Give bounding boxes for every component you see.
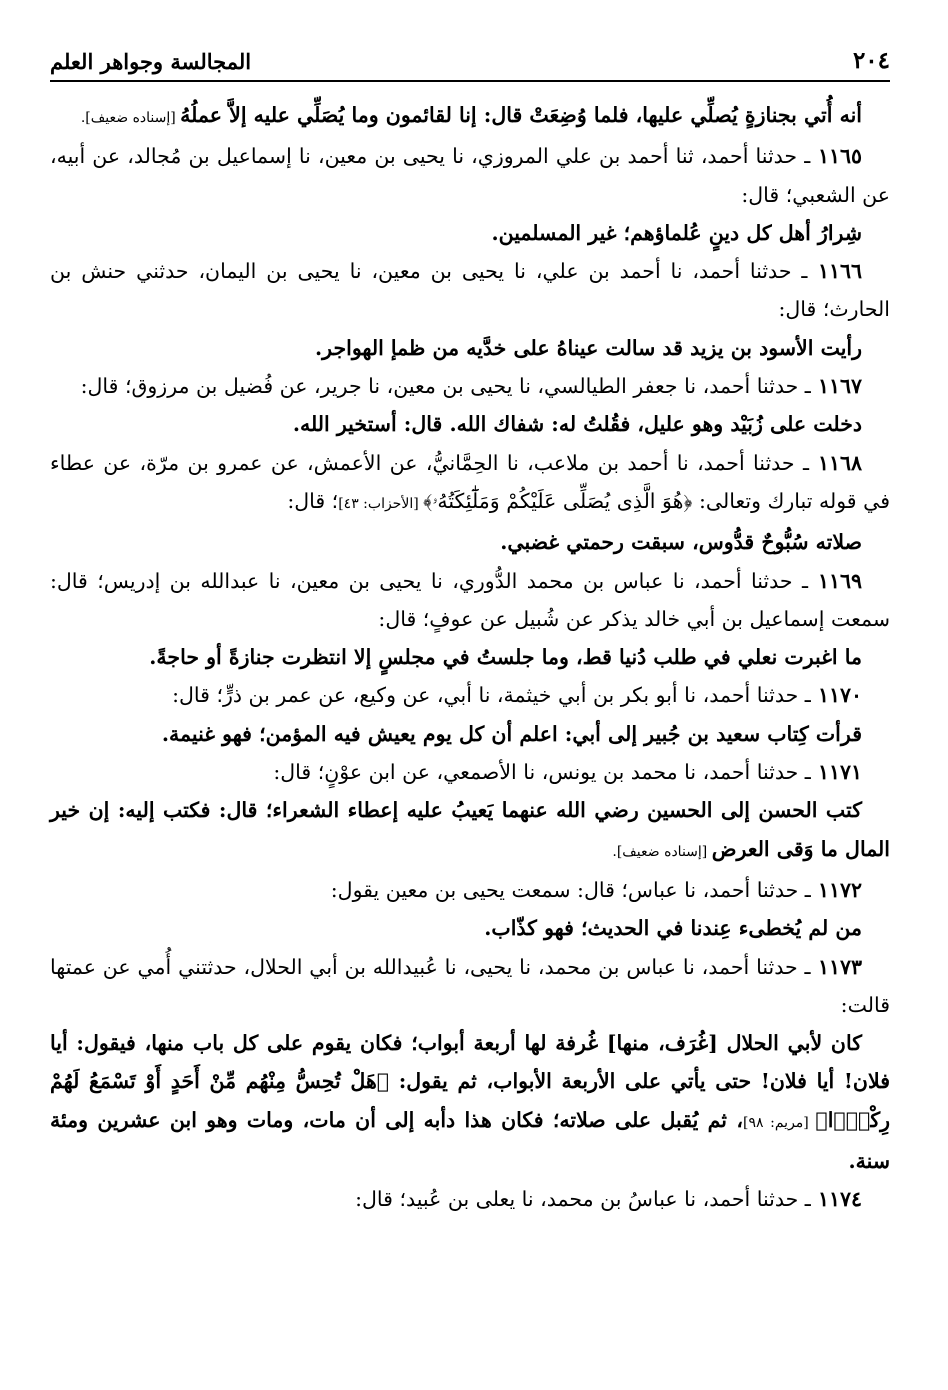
paragraph-text: ـ حدثنا أحمد، نا عباس بن محمد، نا يحيى، نا عُبيدالله بن أبي الحلال، حدثتني أُمي عن عمتها قالت:	[50, 954, 890, 1017]
hadith-number: ١١٦٥	[810, 144, 862, 169]
paragraph-text: ـ حدثنا أحمد، نا أحمد بن ملاعب، نا الحِمَّانيُّ، عن الأعمش، عن عمرو بن مرّة، عن عطاء في قوله تبارك وتعالى: ﴿هُوَ الَّذِى يُصَلِّى عَلَيْكُمْ وَمَلَٰٓئِكَتُهُۥ﴾	[50, 450, 890, 513]
saying-paragraph	[50, 214, 890, 252]
isnad-paragraph	[50, 444, 890, 524]
saying-paragraph	[50, 909, 890, 947]
reference-note: [مريم: ٩٨]	[742, 1114, 816, 1131]
hadith-number: ١١٧٠	[810, 683, 862, 708]
paragraph-text: كتب الحسن إلى الحسين رضي الله عنهما يَعيبُ عليه إعطاء الشعراء؛ قال: فكتب إليه: إن خير المال ما وَقى العرض	[50, 798, 890, 861]
paragraph-text: ـ حدثنا أحمد، ثنا أحمد بن علي المروزي، نا يحيى بن معين، نا إسماعيل بن مُجالد، عن أبيه، عن الشعبي؛ قال:	[50, 144, 890, 207]
hadith-number: ١١٧٣	[810, 954, 862, 979]
paragraph-text: قرأت كِتاب سعيد بن جُبير إلى أبي: اعلم أن كل يوم يعيش فيه المؤمن؛ فهو غنيمة.	[161, 721, 862, 746]
isnad-paragraph	[50, 753, 890, 791]
saying-paragraph	[50, 791, 890, 871]
hadith-number: ١١٦٧	[810, 374, 862, 399]
isnad-paragraph	[50, 562, 890, 639]
isnad-paragraph	[50, 367, 890, 405]
paragraph-text: ـ حدثنا أحمد، نا أحمد بن علي، نا يحيى بن معين، نا يحيى بن اليمان، حدثني حنش بن الحارث؛ قال:	[50, 259, 890, 322]
paragraph-text: من لم يُخطىء عِندنا في الحديث؛ فهو كذّاب.	[484, 916, 862, 941]
hadith-number: ١١٦٩	[807, 568, 862, 593]
paragraph-text: ـ حدثنا أحمد، نا محمد بن يونس، نا الأصمعي، عن ابن عوْنٍ؛ قال:	[273, 760, 811, 785]
page-header	[50, 40, 890, 82]
hadith-number: ١١٦٨	[808, 450, 862, 475]
saying-paragraph	[50, 405, 890, 443]
saying-paragraph	[50, 715, 890, 753]
saying-paragraph	[50, 523, 890, 561]
saying-paragraph	[50, 96, 890, 137]
hadith-number: ١١٦٦	[807, 259, 862, 284]
paragraph-text: ـ حدثنا أحمد، نا عباس؛ قال: سمعت يحيى بن معين يقول:	[330, 877, 811, 902]
hadith-number: ١١٧١	[810, 760, 862, 785]
paragraph-text: صلاته سُبُّوحٌ قدُّوس، سبقت رحمتي غضبي.	[500, 530, 862, 555]
page-body	[50, 96, 890, 1219]
hadith-number: ١١٧٤	[810, 1187, 862, 1212]
isnad-paragraph	[50, 676, 890, 714]
paragraph-text: ـ حدثنا أحمد، نا جعفر الطيالسي، نا يحيى بن معين، نا جرير، عن فُضيل بن مرزوق؛ قال:	[80, 374, 811, 399]
book-title: المجالسة وجواهر العلم	[50, 49, 252, 74]
paragraph-text: دخلت على زُبَيْد وهو عليل، فقُلتُ له: شفاك الله. قال: أستخير الله.	[292, 412, 862, 437]
paragraph-text: كان لأبي الحلال [غُرَف، منها] غُرفة لها أربعة أبواب؛ فكان يقوم على كل باب منها، فيقول: أيا فلان! أيا فلان! حتى يأتي على الأربعة الأبواب، ثم يقول: ﴿هَلْ تُحِسُّ مِنْهُم مِّنْ أَحَدٍ أَوْ تَسْمَعُ لَهُمْ رِكْزًۢا﴾	[50, 1031, 890, 1132]
isnad-paragraph	[50, 1180, 890, 1218]
saying-paragraph	[50, 329, 890, 367]
page-number: ٢٠٤	[852, 47, 890, 74]
isnad-paragraph	[50, 948, 890, 1025]
paragraph-text: رأيت الأسود بن يزيد قد سالت عيناهُ على خدَّيه من ظمإ الهواجر.	[315, 335, 862, 360]
paragraph-tail: ، ثم يُقبل على صلاته؛ فكان هذا دأبه إلى أن مات، ومات وهو ابن عشرين ومئة سنة.	[50, 1107, 890, 1174]
reference-note: [إسناده ضعيف].	[80, 110, 181, 126]
paragraph-tail: ؛ قال:	[287, 488, 339, 513]
reference-note: [الأحزاب: ٤٣]	[338, 495, 424, 512]
saying-paragraph	[50, 1024, 890, 1180]
saying-paragraph	[50, 638, 890, 676]
paragraph-text: شِرارُ أهل كل دينٍ عُلماؤهم؛ غير المسلمين.	[491, 220, 862, 245]
paragraph-text: ـ حدثنا أحمد، نا أبو بكر بن أبي خيثمة، نا أبي، عن وكيع، عن عمر بن ذرٍّ؛ قال:	[172, 683, 811, 708]
paragraph-text: أنه أُتي بجنازةٍ يُصلِّي عليها، فلما وُضِعَتْ قال: إنا لقائمون وما يُصَلِّي عليه إلاَّ عملُهُ	[180, 103, 862, 127]
paragraph-text: ـ حدثنا أحمد، نا عباسُ بن محمد، نا يعلى بن عُبيد؛ قال:	[355, 1187, 811, 1212]
isnad-paragraph	[50, 871, 890, 909]
paragraph-text: ما اغبرت نعلي في طلب دُنيا قط، وما جلستُ في مجلسٍ إلا انتظرت جنازةً أو حاجةً.	[149, 645, 862, 670]
isnad-paragraph	[50, 137, 890, 214]
isnad-paragraph	[50, 252, 890, 329]
reference-note: [إسناده ضعيف].	[612, 843, 712, 860]
hadith-number: ١١٧٢	[810, 877, 862, 902]
paragraph-text: ـ حدثنا أحمد، نا عباس بن محمد الدُّوري، نا يحيى بن معين، نا عبدالله بن إدريس؛ قال: سمعت إسماعيل بن أبي خالد يذكر عن شُبيل عن عوفٍ؛ قال:	[50, 568, 890, 631]
